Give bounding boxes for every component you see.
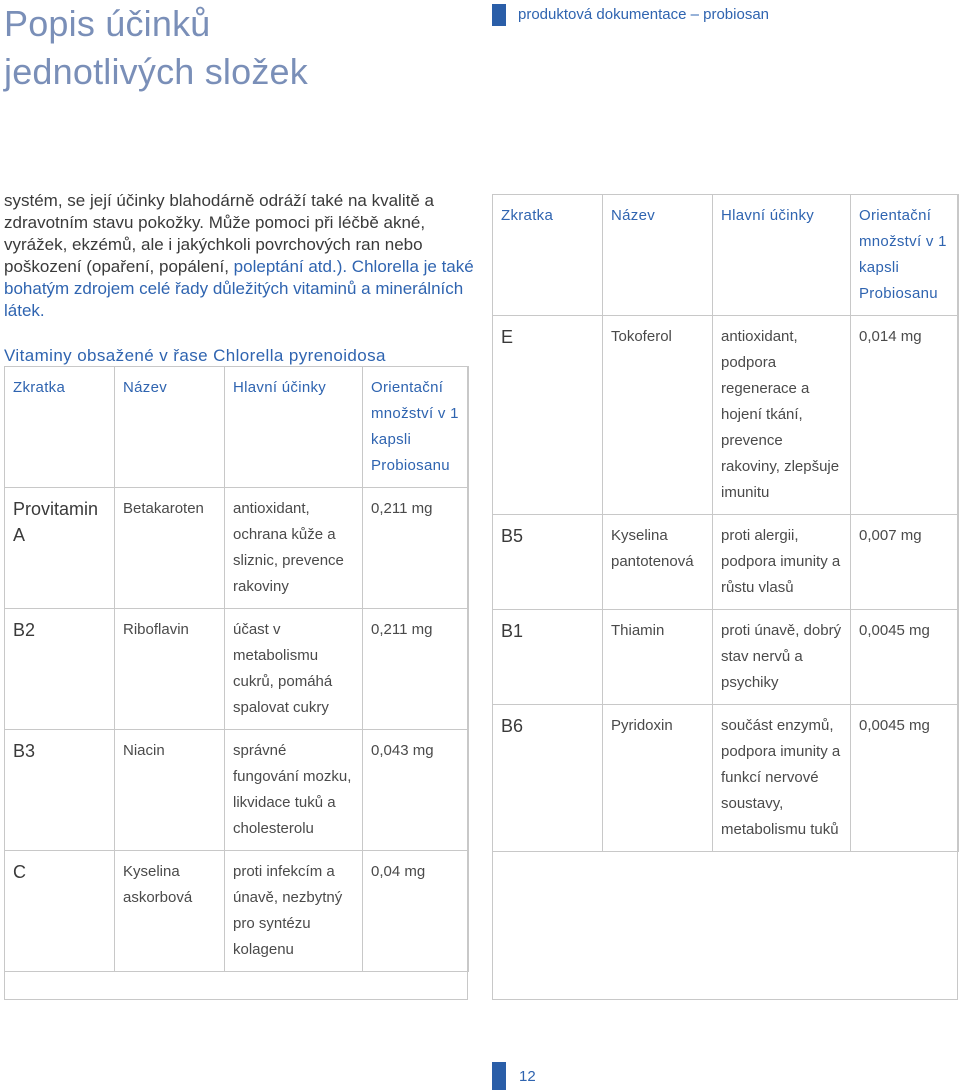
- table-row: [5, 851, 469, 972]
- cell-abbr: B6: [493, 705, 603, 852]
- column-header-name: Název: [603, 195, 713, 316]
- footer-accent-bar: [492, 1062, 506, 1090]
- column-header-amount: Orientační množství v 1 kapsli Probiosanu: [363, 367, 469, 488]
- cell-name: Niacin: [115, 730, 225, 851]
- column-header-name: Název: [115, 367, 225, 488]
- cell-name: Kyselina pantotenová: [603, 515, 713, 610]
- cell-effects: proti únavě, dobrý stav nervů a psychiky: [713, 610, 851, 705]
- cell-effects: součást enzymů, podpora imunity a funkcí nervové soustavy, metabolismu tuků: [713, 705, 851, 852]
- cell-effects: proti infekcím a únavě, nezbytný pro syntézu kolagenu: [225, 851, 363, 972]
- header-text: produktová dokumentace – probiosan: [518, 6, 770, 23]
- cell-effects: proti alergii, podpora imunity a růstu vlasů: [713, 515, 851, 610]
- table-header-row: [493, 195, 959, 316]
- column-header-effects: Hlavní účinky: [713, 195, 851, 316]
- cell-amount: 0,0045 mg: [851, 610, 959, 705]
- cell-amount: 0,007 mg: [851, 515, 959, 610]
- column-header-amount: Orientační množství v 1 kapsli Probiosanu: [851, 195, 959, 316]
- table-row: [493, 705, 959, 852]
- table-row: [5, 488, 469, 609]
- cell-name: Betakaroten: [115, 488, 225, 609]
- column-header-abbr: Zkratka: [493, 195, 603, 316]
- table-row: [5, 609, 469, 730]
- cell-name: Kyselina askorbová: [115, 851, 225, 972]
- vitamins-table-left: [4, 366, 469, 972]
- cell-abbr: E: [493, 316, 603, 515]
- vitamins-table-right: [492, 194, 959, 852]
- header-accent-bar: [492, 4, 506, 26]
- cell-name: Thiamin: [603, 610, 713, 705]
- cell-abbr: B3: [5, 730, 115, 851]
- intro-text: systém, se její účinky blahodárně odráží také na kvalitě a zdravotním stavu pokožky. Může pomoci při léčbě akné, vyrážek, ekzémů, ale i jakýchkoli povrchových ran nebo poškození (opaření, popálení,: [4, 191, 434, 276]
- table-row: [493, 610, 959, 705]
- cell-abbr: B2: [5, 609, 115, 730]
- cell-amount: 0,043 mg: [363, 730, 469, 851]
- cell-amount: 0,0045 mg: [851, 705, 959, 852]
- page-title-line-2: jednotlivých složek: [4, 51, 308, 92]
- cell-name: Pyridoxin: [603, 705, 713, 852]
- cell-name: Tokoferol: [603, 316, 713, 515]
- cell-amount: 0,211 mg: [363, 609, 469, 730]
- table-row: [493, 515, 959, 610]
- cell-effects: antioxidant, ochrana kůže a sliznic, prevence rakoviny: [225, 488, 363, 609]
- cell-abbr: B1: [493, 610, 603, 705]
- cell-amount: 0,04 mg: [363, 851, 469, 972]
- page-number: 12: [519, 1068, 536, 1085]
- section-heading: Vitaminy obsažené v řase Chlorella pyrenoidosa: [4, 346, 386, 365]
- cell-effects: správné fungování mozku, likvidace tuků a cholesterolu: [225, 730, 363, 851]
- intro-paragraph: [4, 190, 474, 322]
- page-title-line-1: Popis účinků: [4, 3, 211, 44]
- table-header-row: [5, 367, 469, 488]
- cell-amount: 0,211 mg: [363, 488, 469, 609]
- cell-abbr: Provitamin A: [5, 488, 115, 609]
- cell-abbr: B5: [493, 515, 603, 610]
- cell-effects: účast v metabolismu cukrů, pomáhá spalovat cukry: [225, 609, 363, 730]
- table-row: [493, 316, 959, 515]
- cell-abbr: C: [5, 851, 115, 972]
- cell-amount: 0,014 mg: [851, 316, 959, 515]
- cell-effects: antioxidant, podpora regenerace a hojení tkání, prevence rakoviny, zlepšuje imunitu: [713, 316, 851, 515]
- column-header-abbr: Zkratka: [5, 367, 115, 488]
- column-header-effects: Hlavní účinky: [225, 367, 363, 488]
- page-title: [4, 0, 308, 96]
- cell-name: Riboflavin: [115, 609, 225, 730]
- table-row: [5, 730, 469, 851]
- intro-text-highlight: poleptání atd.). Chlorella je také bohatým zdrojem celé řady důležitých vitaminů a minerálních látek.: [4, 257, 474, 320]
